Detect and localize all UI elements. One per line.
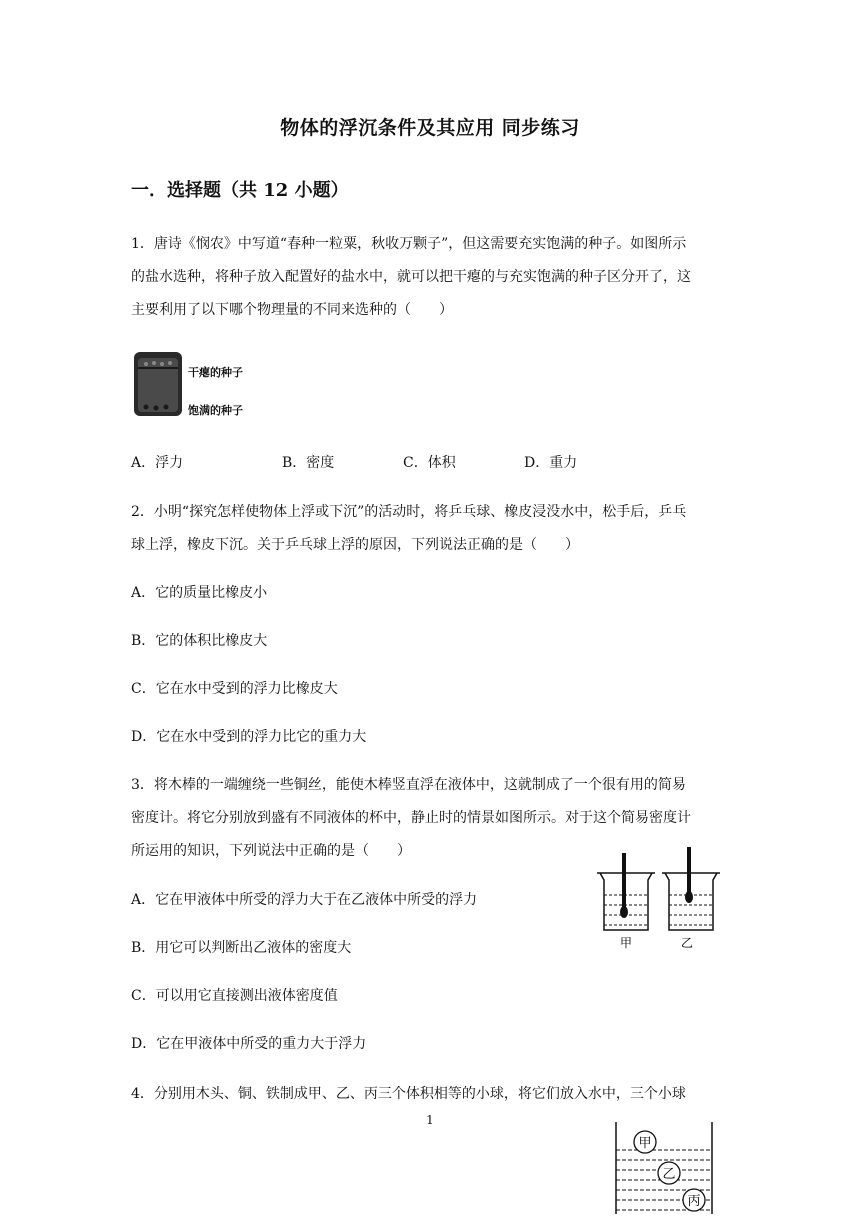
full-seed-label: 饱满的种子 bbox=[188, 404, 243, 417]
q2-line-1: 2．小明“探究怎样使物体上浮或下沉”的活动时，将乒乓球、橡皮浸没水中，松手后，乒乓 bbox=[131, 504, 687, 520]
q2-line-2: 球上浮，橡皮下沉。关于乒乓球上浮的原因，下列说法正确的是（ ） bbox=[131, 537, 579, 553]
q3-line-1: 3．将木棒的一端缠绕一些铜丝，能使木棒竖直浮在液体中，这就制成了一个很有用的简易 bbox=[131, 777, 686, 793]
q3-line-2: 密度计。将它分别放到盛有不同液体的杯中，静止时的情景如图所示。对于这个简易密度计 bbox=[131, 810, 691, 826]
section-heading: 一．选择题（共 12 小题） bbox=[131, 180, 349, 201]
q3-option-d: D．它在甲液体中所受的重力大于浮力 bbox=[131, 1036, 367, 1052]
ball-bing-label: 丙 bbox=[687, 1194, 701, 1209]
q2-option-b: B．它的体积比橡皮大 bbox=[131, 633, 268, 649]
q1-option-b: B．密度 bbox=[282, 455, 335, 471]
q3-option-c: C．可以用它直接测出液体密度值 bbox=[131, 988, 338, 1004]
q2-option-c: C．它在水中受到的浮力比橡皮大 bbox=[131, 681, 338, 697]
q3-line-3: 所运用的知识，下列说法中正确的是（ ） bbox=[131, 843, 411, 859]
q1-line-3: 主要利用了以下哪个物理量的不同来选种的（ ） bbox=[131, 302, 453, 318]
q1-option-c: C．体积 bbox=[403, 455, 456, 471]
dry-seed-label: 干瘪的种子 bbox=[188, 366, 243, 379]
balls-in-water-figure bbox=[612, 1120, 716, 1216]
q4-line-1: 4．分别用木头、铜、铁制成甲、乙、丙三个体积相等的小球，将它们放入水中，三个小球 bbox=[131, 1086, 686, 1102]
beaker-illustration bbox=[132, 350, 192, 420]
beaker-jia bbox=[597, 853, 655, 950]
ball-yi-label: 乙 bbox=[662, 1167, 676, 1182]
q2-option-a: A．它的质量比橡皮小 bbox=[131, 585, 268, 601]
q2-option-d: D．它在水中受到的浮力比它的重力大 bbox=[131, 729, 367, 745]
page-number: 1 bbox=[426, 1113, 434, 1127]
label-jia: 甲 bbox=[619, 936, 633, 950]
q3-option-a: A．它在甲液体中所受的浮力大于在乙液体中所受的浮力 bbox=[131, 892, 478, 908]
q1-line-2: 的盐水选种，将种子放入配置好的盐水中，就可以把干瘪的与充实饱满的种子区分开了，这 bbox=[131, 269, 691, 285]
hydrometer-figure bbox=[590, 845, 725, 955]
q1-line-1: 1．唐诗《悯农》中写道“春种一粒粟，秋收万颗子”，但这需要充实饱满的种子。如图所示 bbox=[131, 236, 687, 252]
q3-option-b: B．用它可以判断出乙液体的密度大 bbox=[131, 940, 352, 956]
seed-beaker-figure bbox=[132, 350, 272, 420]
label-yi: 乙 bbox=[680, 936, 694, 950]
page-title: 物体的浮沉条件及其应用 同步练习 bbox=[280, 117, 580, 139]
beaker-yi bbox=[662, 847, 720, 950]
q1-option-a: A．浮力 bbox=[131, 455, 184, 471]
ball-jia-label: 甲 bbox=[638, 1136, 652, 1151]
q1-option-d: D．重力 bbox=[524, 455, 578, 471]
